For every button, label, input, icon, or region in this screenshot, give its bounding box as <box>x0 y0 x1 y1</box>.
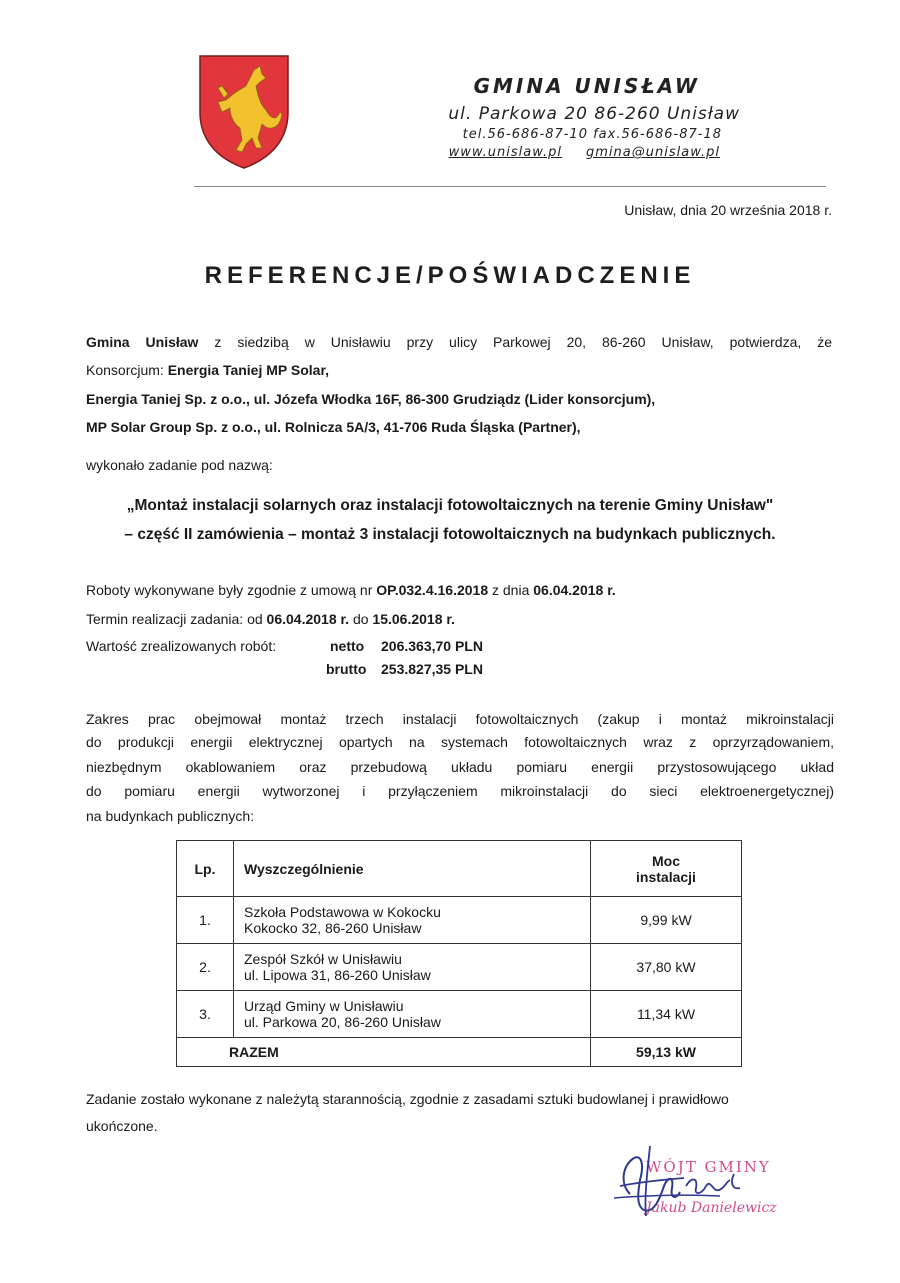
table-row <box>177 897 742 944</box>
row-description <box>234 944 591 991</box>
term-end: 15.06.2018 r. <box>372 611 455 627</box>
row-description-line-2: ul. Lipowa 31, 86-260 Unisław <box>244 967 431 983</box>
table-header-row <box>177 841 742 897</box>
brutto-value: 253.827,35 PLN <box>381 661 483 677</box>
website-link[interactable]: www.unislaw.pl <box>448 145 563 160</box>
installations-table <box>176 840 742 1067</box>
intro-task-label: wykonało zadanie pod nazwą: <box>86 457 273 473</box>
netto-value: 206.363,70 PLN <box>381 638 483 654</box>
row-description <box>234 991 591 1038</box>
stamp-role: WÓJT GMINY <box>646 1158 771 1176</box>
date-line: Unisław, dnia 20 września 2018 r. <box>624 202 832 218</box>
header-divider <box>194 186 826 187</box>
contract-date: 06.04.2018 r. <box>533 582 616 598</box>
contract-text-c: z dnia <box>488 582 534 598</box>
value-label: Wartość zrealizowanych robót: <box>86 638 277 654</box>
row-description-line-2: ul. Parkowa 20, 86-260 Unisław <box>244 1014 441 1030</box>
intro-consortium-name: Energia Taniej MP Solar, <box>167 362 330 378</box>
document-title: REFERENCJE/POŚWIADCZENIE <box>204 262 696 289</box>
stamp-person: Jakub Danielewicz <box>646 1200 777 1216</box>
web-email <box>425 145 720 160</box>
row-description-line-1: Urząd Gminy w Unisławiu <box>244 998 404 1014</box>
contract-text-a: Roboty wykonywane były zgodnie z umową nr <box>86 582 377 598</box>
intro-line-2 <box>86 361 329 379</box>
intro-consortium-prefix: Konsorcjum: <box>86 362 168 378</box>
scope-line-5: na budynkach publicznych: <box>86 808 255 824</box>
row-power: 37,80 kW <box>591 944 742 991</box>
term-line <box>86 610 455 628</box>
table-row <box>177 991 742 1038</box>
subject-line-2: – część II zamówienia – montaż 3 instalacji fotowoltaicznych na budynkach publicznych. <box>124 526 776 543</box>
phone-fax: tel.56-686-87-10 fax.56-686-87-18 <box>462 127 722 142</box>
header-power <box>591 841 742 897</box>
term-start: 06.04.2018 r. <box>266 611 350 627</box>
email-link[interactable]: gmina@unislaw.pl <box>586 145 720 160</box>
row-lp: 2. <box>177 944 234 991</box>
scope-line-2: do produkcji energii elektrycznej opartych na systemach fotowoltaicznych wraz z oprzyrządowaniem, <box>86 734 834 750</box>
brutto-label: brutto <box>326 661 367 677</box>
municipality-name: GMINA UNISŁAW <box>473 74 700 98</box>
contract-line <box>86 581 616 599</box>
municipality-address: ul. Parkowa 20 86-260 Unisław <box>448 104 740 124</box>
header-power-line-2: instalacji <box>636 868 696 885</box>
scope-line-3: niezbędnym okablowaniem oraz przebudową układu pomiaru energii przystosowującego układ <box>86 759 834 775</box>
term-text-c: do <box>349 611 373 627</box>
row-description-line-1: Zespół Szkół w Unisławiu <box>244 951 402 967</box>
table-row <box>177 944 742 991</box>
row-power: 11,34 kW <box>591 991 742 1038</box>
intro-partner: MP Solar Group Sp. z o.o., ul. Rolnicza 5A/3, 41-706 Ruda Śląska (Partner), <box>86 419 581 435</box>
table-total-row <box>177 1038 742 1067</box>
intro-line-1-text: z siedzibą w Unisławiu przy ulicy Parkowej 20, 86-260 Unisław, potwierdza, że <box>198 334 832 350</box>
coat-of-arms-icon <box>196 52 292 170</box>
row-description-line-1: Szkoła Podstawowa w Kokocku <box>244 904 441 920</box>
scope-line-1: Zakres prac obejmował montaż trzech instalacji fotowoltaicznych (zakup i montaż mikroinstalacji <box>86 711 834 727</box>
header-power-line-1: Moc <box>652 852 680 869</box>
closing-line-2: ukończone. <box>86 1118 158 1134</box>
contract-number: OP.032.4.16.2018 <box>376 582 489 598</box>
header-description: Wyszczególnienie <box>234 841 591 897</box>
intro-org: Gmina Unisław <box>86 334 199 350</box>
intro-leader: Energia Taniej Sp. z o.o., ul. Józefa Włodka 16F, 86-300 Grudziądz (Lider konsorcjum), <box>86 391 656 407</box>
header-lp: Lp. <box>177 841 234 897</box>
subject-line-1: „Montaż instalacji solarnych oraz instalacji fotowoltaicznych na terenie Gminy Unisław" <box>126 497 774 514</box>
row-lp: 1. <box>177 897 234 944</box>
row-lp: 3. <box>177 991 234 1038</box>
total-label: RAZEM <box>177 1038 591 1067</box>
netto-label: netto <box>330 638 365 654</box>
signature-icon <box>600 1136 810 1228</box>
row-power: 9,99 kW <box>591 897 742 944</box>
closing-line-1: Zadanie zostało wykonane z należytą starannością, zgodnie z zasadami sztuki budowlanej i prawidłowo <box>86 1091 729 1107</box>
intro-line-1 <box>86 333 832 351</box>
scope-line-4: do pomiaru energii wytworzonej i przyłączeniem mikroinstalacji do sieci elektroenergetycznej) <box>86 783 834 799</box>
term-text-a: Termin realizacji zadania: od <box>86 611 267 627</box>
row-description-line-2: Kokocko 32, 86-260 Unisław <box>244 920 422 936</box>
total-value: 59,13 kW <box>591 1038 742 1067</box>
row-description <box>234 897 591 944</box>
